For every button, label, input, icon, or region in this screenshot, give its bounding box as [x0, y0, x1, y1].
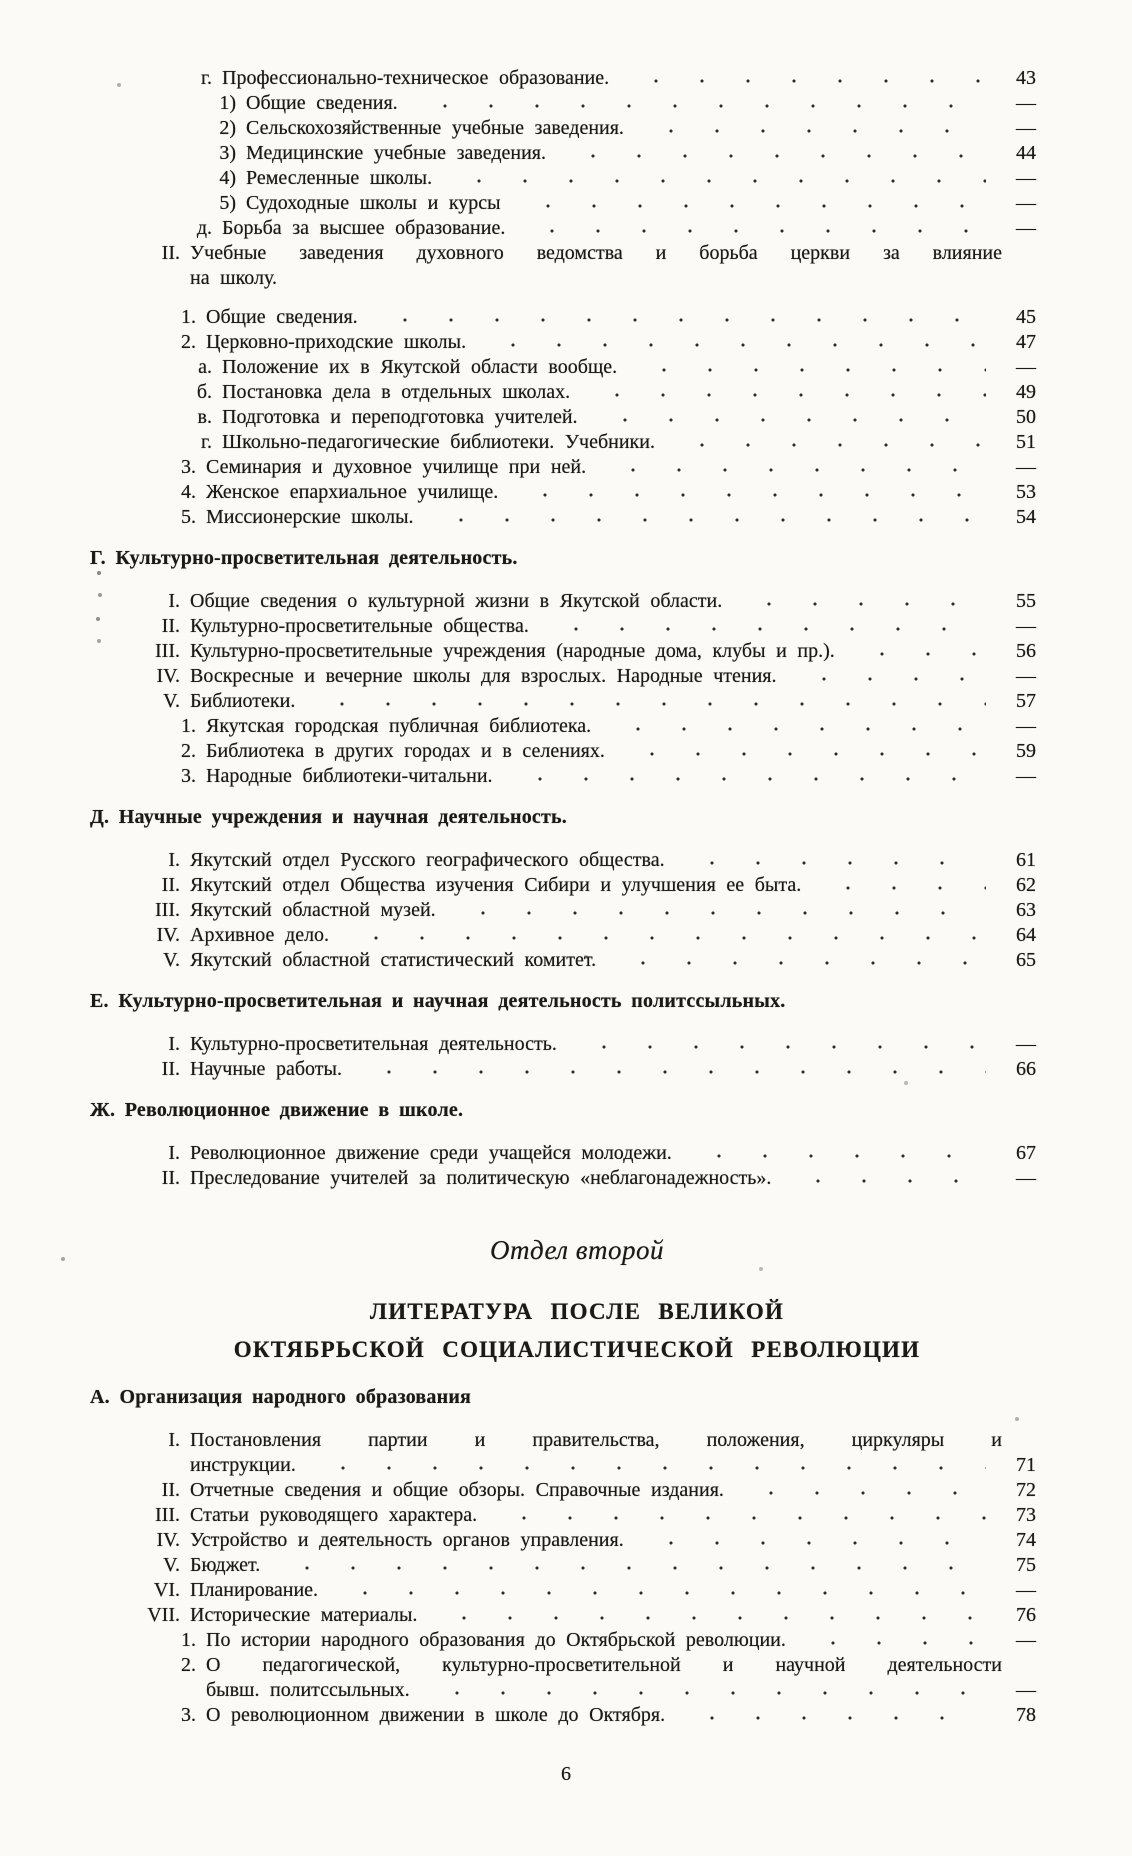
toc-entry	[118, 873, 1036, 898]
dot-leader	[623, 78, 986, 84]
dot-leader	[310, 1465, 986, 1471]
part-divider-title: Отдел второй	[489, 1235, 665, 1265]
entry-number: 1.	[181, 1629, 196, 1651]
entry-page-number: —	[1016, 167, 1036, 189]
toc-entry	[118, 216, 1036, 241]
entry-page-number: 45	[1016, 306, 1036, 328]
entry-page-number: —	[1016, 217, 1036, 239]
toc-entry	[118, 923, 1036, 948]
toc-entry	[118, 455, 1036, 480]
dot-leader	[332, 1590, 986, 1596]
entry-page-number: —	[1016, 117, 1036, 139]
toc-entry	[118, 639, 1036, 664]
dot-leader	[679, 1715, 986, 1721]
dot-leader	[638, 128, 986, 134]
entry-number: 2.	[181, 1654, 196, 1676]
dot-leader	[584, 392, 986, 398]
entry-page-number: 47	[1016, 331, 1036, 353]
entry-page-number: —	[1016, 356, 1036, 378]
entry-number: 4)	[219, 167, 236, 189]
entry-page-number: —	[1016, 192, 1036, 214]
entry-title: О революционном движении в школе до Октября.	[206, 1704, 666, 1726]
toc-entry	[118, 898, 1036, 923]
toc-entry	[118, 1478, 1036, 1503]
section-heading: Г. Культурно-просветительная деятельность.	[90, 547, 518, 569]
entry-page-number: 72	[1016, 1479, 1036, 1501]
entry-page-number: 49	[1016, 381, 1036, 403]
entry-title: Статьи руководящего характера.	[190, 1504, 478, 1526]
entry-page-number: —	[1016, 765, 1036, 787]
toc-entry	[118, 764, 1036, 789]
toc-entry	[118, 241, 1036, 266]
entry-page-number: 78	[1016, 1704, 1036, 1726]
dot-leader	[679, 860, 986, 866]
toc-entry	[118, 1578, 1036, 1603]
toc-entry	[118, 1653, 1036, 1678]
dot-leader	[686, 1153, 986, 1159]
entry-number: III.	[155, 899, 180, 921]
entry-number: 3.	[181, 1704, 196, 1726]
toc-entry	[118, 1057, 1036, 1082]
entry-number: 1.	[181, 715, 196, 737]
entry-page-number: 66	[1016, 1058, 1036, 1080]
dot-leader	[274, 1565, 986, 1571]
entry-title: Архивное дело.	[190, 924, 330, 946]
toc-entry	[118, 1528, 1036, 1553]
entry-number: I.	[168, 1429, 180, 1451]
entry-title: Якутский отдел Общества изучения Сибири и улучшения ее быта.	[190, 874, 802, 896]
entry-page-number: —	[1016, 456, 1036, 478]
part-main-title-line: ОКТЯБРЬСКОЙ СОЦИАЛИСТИЧЕСКОЙ РЕВОЛЮЦИИ	[233, 1337, 921, 1362]
entry-page-number: —	[1016, 1033, 1036, 1055]
entry-number: 1.	[181, 306, 196, 328]
entry-title: Якутский областной музей.	[190, 899, 436, 921]
dot-leader	[512, 492, 986, 498]
entry-title: Культурно-просветительная деятельность.	[190, 1033, 557, 1055]
toc-entry	[118, 1628, 1036, 1653]
section-heading: А. Организация народного образования	[90, 1386, 472, 1408]
entry-number: IV.	[156, 1529, 180, 1551]
entry-number: V.	[163, 1554, 180, 1576]
entry-title: Культурно-просветительные общества.	[190, 615, 529, 637]
entry-page-number: 54	[1016, 506, 1036, 528]
dot-leader	[631, 367, 986, 373]
dot-leader	[515, 203, 986, 209]
toc-entry	[118, 305, 1036, 330]
toc-entry	[118, 739, 1036, 764]
entry-page-number: 57	[1016, 690, 1036, 712]
dot-leader	[491, 1515, 986, 1521]
entry-page-number: —	[1016, 1629, 1036, 1651]
dot-leader	[543, 626, 986, 632]
entry-title: Библиотека в других городах и в селениях.	[206, 740, 605, 762]
entry-number: а.	[198, 356, 212, 378]
part-main-title-line: ЛИТЕРАТУРА ПОСЛЕ ВЕЛИКОЙ	[369, 1299, 785, 1324]
entry-page-number: —	[1016, 92, 1036, 114]
entry-title: Якутская городская публичная библиотека.	[206, 715, 592, 737]
toc-entry	[118, 141, 1036, 166]
dot-leader	[372, 317, 986, 323]
toc-entry	[118, 1703, 1036, 1728]
dot-leader	[507, 776, 986, 782]
toc-entry	[118, 505, 1036, 530]
dot-leader	[619, 751, 986, 757]
entry-number: б.	[196, 381, 212, 403]
entry-number: III.	[155, 640, 180, 662]
entry-title: Медицинские учебные заведения.	[246, 142, 546, 164]
entry-page-number: 67	[1016, 1142, 1036, 1164]
toc-entry	[118, 191, 1036, 216]
toc-entry	[118, 1503, 1036, 1528]
dot-leader	[669, 442, 986, 448]
entry-title: Якутский отдел Русского географического общества.	[190, 849, 665, 871]
dot-leader	[638, 1540, 986, 1546]
entry-number: I.	[168, 1142, 180, 1164]
entry-number: II.	[161, 1479, 180, 1501]
entry-number: I.	[168, 1033, 180, 1055]
entry-title: Судоходные школы и курсы	[246, 192, 501, 214]
dot-leader	[560, 153, 986, 159]
toc-entry-continuation	[118, 1453, 1036, 1478]
toc-entry	[118, 1032, 1036, 1057]
entry-number: II.	[161, 242, 180, 264]
section-heading: Д. Научные учреждения и научная деятельность.	[90, 806, 568, 828]
entry-title: Исторические материалы.	[190, 1604, 418, 1626]
entry-number: 2.	[181, 740, 196, 762]
entry-title: Подготовка и переподготовка учителей.	[222, 406, 578, 428]
toc-entry	[118, 1428, 1036, 1453]
entry-number: 3)	[219, 142, 236, 164]
entry-title: Народные библиотеки-читальни.	[206, 765, 493, 787]
entry-title: Школьно-педагогические библиотеки. Учебники.	[222, 431, 655, 453]
entry-page-number: 65	[1016, 949, 1036, 971]
dot-leader	[815, 885, 986, 891]
entry-page-number: 44	[1016, 142, 1036, 164]
dot-leader	[412, 103, 986, 109]
dot-leader	[309, 701, 986, 707]
dot-leader	[480, 342, 986, 348]
toc-entry	[118, 664, 1036, 689]
dot-leader	[428, 517, 986, 523]
entry-number: 3.	[181, 456, 196, 478]
toc-entry	[118, 1166, 1036, 1191]
entry-title: Культурно-просветительные учреждения (народные дома, клубы и пр.).	[190, 640, 835, 662]
toc-entry	[118, 166, 1036, 191]
entry-page-number: —	[1016, 615, 1036, 637]
entry-page-number: 55	[1016, 590, 1036, 612]
entry-title: бывш. политссыльных.	[206, 1679, 410, 1701]
entry-page-number: —	[1016, 665, 1036, 687]
entry-number: II.	[161, 1167, 180, 1189]
entry-number: 5)	[219, 192, 236, 214]
entry-page-number: 63	[1016, 899, 1036, 921]
section-heading: Ж. Революционное движение в школе.	[90, 1099, 464, 1121]
entry-title: Постановка дела в отдельных школах.	[222, 381, 571, 403]
entry-page-number: 74	[1016, 1529, 1036, 1551]
entry-page-number: —	[1016, 1679, 1036, 1701]
entry-number: III.	[155, 1504, 180, 1526]
dot-leader	[424, 1690, 986, 1696]
toc-entry	[118, 430, 1036, 455]
dot-leader	[431, 1615, 986, 1621]
toc-entry-continuation	[118, 1678, 1036, 1703]
entry-page-number: 75	[1016, 1554, 1036, 1576]
dot-leader	[571, 1044, 986, 1050]
entry-title: Ремесленные школы.	[246, 167, 433, 189]
entry-page-number: 64	[1016, 924, 1036, 946]
entry-page-number: —	[1016, 1167, 1036, 1189]
dot-leader	[785, 1178, 986, 1184]
entry-number: VII.	[147, 1604, 180, 1626]
entry-page-number: 61	[1016, 849, 1036, 871]
entry-number: г.	[201, 431, 212, 453]
entry-title: Борьба за высшее образование.	[222, 217, 506, 239]
toc-entry	[118, 405, 1036, 430]
toc-entry	[118, 589, 1036, 614]
entry-title: О педагогической, культурно-просветительной и научной деятельности	[206, 1654, 1002, 1676]
toc-entry	[118, 66, 1036, 91]
entry-title: Отчетные сведения и общие обзоры. Справочные издания.	[190, 1479, 724, 1501]
entry-page-number: 51	[1016, 431, 1036, 453]
entry-title: Преследование учителей за политическую «неблагонадежность».	[190, 1167, 772, 1189]
entry-number: 1)	[219, 92, 236, 114]
toc-entry-continuation	[118, 266, 1036, 291]
dot-leader	[736, 601, 986, 607]
entry-page-number: 59	[1016, 740, 1036, 762]
toc-entry	[118, 116, 1036, 141]
entry-title: Общие сведения о культурной жизни в Якутской области.	[190, 590, 723, 612]
entry-title: Профессионально-техническое образование.	[222, 67, 610, 89]
entry-title: Церковно-приходские школы.	[206, 331, 467, 353]
entry-page-number: 50	[1016, 406, 1036, 428]
entry-title: Общие сведения.	[206, 306, 358, 328]
dot-leader	[446, 178, 986, 184]
toc-entry	[118, 355, 1036, 380]
toc-entry	[118, 1603, 1036, 1628]
toc-entry	[118, 480, 1036, 505]
entry-number: 2)	[219, 117, 236, 139]
toc-entry	[118, 848, 1036, 873]
entry-number: V.	[163, 690, 180, 712]
dot-leader	[356, 1069, 986, 1075]
entry-number: IV.	[156, 665, 180, 687]
entry-page-number: 73	[1016, 1504, 1036, 1526]
entry-number: V.	[163, 949, 180, 971]
entry-number: д.	[196, 217, 212, 239]
entry-title: Постановления партии и правительства, положения, циркуляры и	[190, 1429, 1002, 1451]
entry-number: г.	[201, 67, 212, 89]
toc-entry	[118, 380, 1036, 405]
entry-title: инструкции.	[190, 1454, 296, 1476]
entry-number: I.	[168, 590, 180, 612]
entry-title: Якутский областной статистический комитет.	[190, 949, 597, 971]
dot-leader	[791, 676, 987, 682]
entry-page-number: 76	[1016, 1604, 1036, 1626]
entry-title: Бюджет.	[190, 1554, 261, 1576]
dot-leader	[738, 1490, 986, 1496]
entry-number: 2.	[181, 331, 196, 353]
entry-number: 3.	[181, 765, 196, 787]
dot-leader	[849, 651, 986, 657]
entry-number: II.	[161, 615, 180, 637]
entry-title: Научные работы.	[190, 1058, 342, 1080]
entry-page-number: —	[1016, 715, 1036, 737]
entry-title: на школу.	[190, 267, 277, 289]
page-folio-number: 6	[561, 1763, 571, 1785]
toc-entry	[118, 1141, 1036, 1166]
toc-entry	[118, 689, 1036, 714]
dot-leader	[519, 228, 986, 234]
section-heading: Е. Культурно-просветительная и научная деятельность политссыльных.	[90, 990, 786, 1012]
toc-entry	[118, 614, 1036, 639]
entry-page-number: 71	[1016, 1454, 1036, 1476]
entry-page-number: —	[1016, 1579, 1036, 1601]
entry-number: II.	[161, 874, 180, 896]
entry-title: По истории народного образования до Октябрьской революции.	[206, 1629, 786, 1651]
entry-title: Библиотеки.	[190, 690, 296, 712]
entry-title: Планирование.	[190, 1579, 319, 1601]
entry-page-number: 43	[1016, 67, 1036, 89]
toc-entry	[118, 1553, 1036, 1578]
entry-number: II.	[161, 1058, 180, 1080]
entry-number	[118, 1453, 190, 1478]
toc-entry	[118, 948, 1036, 973]
entry-title: Общие сведения.	[246, 92, 398, 114]
entry-number	[118, 266, 190, 291]
entry-number: в.	[197, 406, 212, 428]
dot-leader	[450, 910, 986, 916]
entry-title: Положение их в Якутской области вообще.	[222, 356, 618, 378]
dot-leader	[605, 726, 986, 732]
dot-leader	[800, 1640, 986, 1646]
entry-number: I.	[168, 849, 180, 871]
toc-entry	[118, 330, 1036, 355]
dot-leader	[600, 467, 986, 473]
entry-number: 4.	[181, 481, 196, 503]
entry-title: Учебные заведения духовного ведомства и борьба церкви за влияние	[190, 242, 1002, 264]
entry-title: Устройство и деятельность органов управления.	[190, 1529, 624, 1551]
entry-page-number: 62	[1016, 874, 1036, 896]
entry-title: Воскресные и вечерние школы для взрослых. Народные чтения.	[190, 665, 777, 687]
entry-title: Сельскохозяйственные учебные заведения.	[246, 117, 624, 139]
dot-leader	[343, 935, 986, 941]
toc-entry	[118, 91, 1036, 116]
dot-leader	[592, 417, 986, 423]
entry-number: IV.	[156, 924, 180, 946]
entry-title: Семинария и духовное училище при ней.	[206, 456, 587, 478]
toc-entry	[118, 714, 1036, 739]
entry-page-number: 56	[1016, 640, 1036, 662]
entry-page-number: 53	[1016, 481, 1036, 503]
entry-number	[118, 1678, 206, 1703]
dot-leader	[610, 960, 986, 966]
entry-title: Революционное движение среди учащейся молодежи.	[190, 1142, 672, 1164]
entry-number: VI.	[153, 1579, 180, 1601]
entry-title: Миссионерские школы.	[206, 506, 414, 528]
entry-title: Женское епархиальное училище.	[206, 481, 499, 503]
entry-number: 5.	[181, 506, 196, 528]
